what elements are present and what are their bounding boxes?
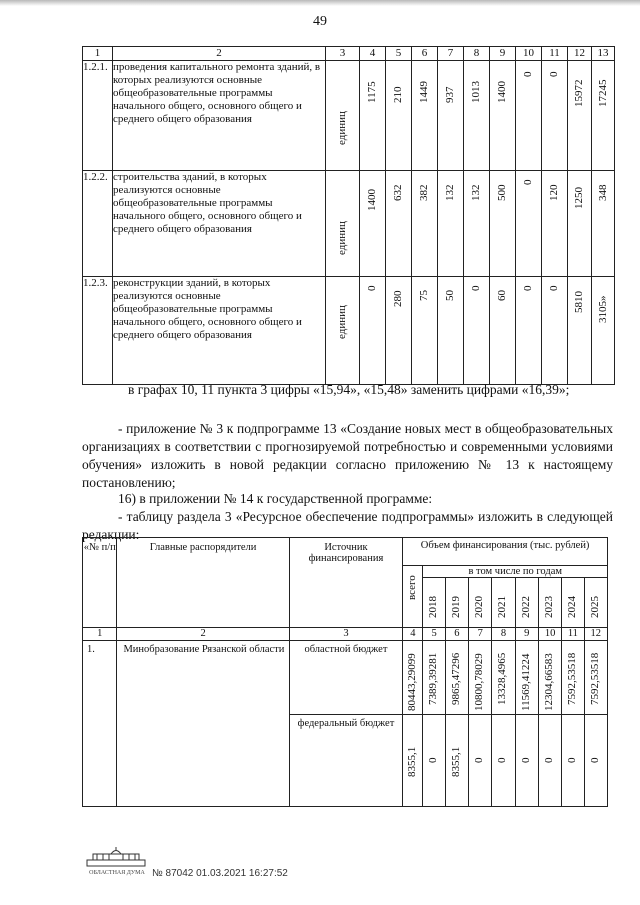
value-cell: 632 bbox=[392, 184, 404, 201]
col-num: 9 bbox=[490, 47, 516, 61]
col-num: 3 bbox=[326, 47, 360, 61]
table-row bbox=[83, 171, 615, 277]
paragraph-4: - таблицу раздела 3 «Ресурсное обеспечение подпрограммы» изложить в следующей редакции: bbox=[82, 509, 613, 542]
col-num: 8 bbox=[464, 47, 490, 61]
col-num: 10 bbox=[516, 47, 542, 61]
col-num: 12 bbox=[584, 628, 607, 641]
paragraph-2: - приложение № 3 к подпрограмме 13 «Создание новых мест в общеобразовательных организациях в соответствии с прогнозируемой потребностью и современными условиями обучения» изложить в новой редакции согласно приложению № 13 к настоящему постановлению; bbox=[82, 421, 613, 490]
year-header: 2023 bbox=[542, 596, 555, 618]
header-source: Источник финансирования bbox=[289, 538, 402, 628]
value-cell: 120 bbox=[548, 184, 560, 201]
value-cell: 132 bbox=[444, 184, 456, 201]
year-value: 12304,66583 bbox=[542, 653, 555, 711]
table-row bbox=[83, 277, 615, 385]
scan-edge bbox=[0, 0, 640, 6]
unit-label: единиц bbox=[336, 305, 348, 339]
funding-source: федеральный бюджет bbox=[289, 715, 402, 807]
header-num: «№ п/п bbox=[83, 538, 117, 628]
year-value: 10800,78029 bbox=[473, 653, 486, 711]
main-distributor: Минобразование Рязанской области bbox=[117, 641, 289, 807]
year-value: 0 bbox=[427, 757, 440, 763]
value-cell: 280 bbox=[392, 290, 404, 307]
year-header: 2025 bbox=[588, 596, 601, 618]
value-cell: 1400 bbox=[366, 189, 378, 211]
year-value: 0 bbox=[566, 757, 579, 763]
col-num: 1 bbox=[83, 628, 117, 641]
row-id: 1.2.2. bbox=[83, 171, 113, 277]
col-num: 9 bbox=[515, 628, 538, 641]
col-num: 2 bbox=[113, 47, 326, 61]
year-value: 0 bbox=[519, 757, 532, 763]
row-id: 1.2.1. bbox=[83, 61, 113, 171]
row-id: 1.2.3. bbox=[83, 277, 113, 385]
col-num: 4 bbox=[403, 628, 423, 641]
header-total: всего bbox=[406, 575, 419, 600]
col-num: 8 bbox=[492, 628, 515, 641]
value-cell: 500 bbox=[496, 184, 508, 201]
col-num: 5 bbox=[423, 628, 445, 641]
col-num: 2 bbox=[117, 628, 289, 641]
year-value: 7592,53518 bbox=[588, 652, 601, 705]
row-description: строительства зданий, в которых реализуются основные общеобразовательные программы начального общего, основного общего и среднего общего образования bbox=[113, 171, 326, 277]
year-value: 9865,47296 bbox=[449, 652, 462, 705]
duma-building-logo bbox=[85, 846, 147, 868]
value-cell: 348 bbox=[597, 184, 609, 201]
value-cell: 1400 bbox=[496, 81, 508, 103]
year-header: 2019 bbox=[449, 596, 462, 618]
value-cell: 3105» bbox=[597, 295, 609, 323]
table-header-row bbox=[83, 47, 615, 61]
year-value: 0 bbox=[473, 757, 486, 763]
col-num: 10 bbox=[538, 628, 561, 641]
total-value: 80443,29099 bbox=[406, 653, 419, 711]
value-cell: 0 bbox=[470, 285, 482, 291]
value-cell: 15972 bbox=[573, 79, 585, 107]
value-cell: 1449 bbox=[418, 81, 430, 103]
value-cell: 937 bbox=[444, 86, 456, 103]
col-num: 3 bbox=[289, 628, 402, 641]
page-number: 49 bbox=[313, 14, 327, 29]
value-cell: 0 bbox=[548, 285, 560, 291]
indicators-table bbox=[82, 46, 615, 385]
value-cell: 17245 bbox=[597, 79, 609, 107]
value-cell: 1250 bbox=[573, 187, 585, 209]
year-header: 2021 bbox=[496, 596, 509, 618]
unit-label: единиц bbox=[336, 221, 348, 255]
unit-label: единиц bbox=[336, 111, 348, 145]
header-volume: Объем финансирования (тыс. рублей) bbox=[403, 538, 608, 566]
year-value: 0 bbox=[496, 757, 509, 763]
year-value: 7389,39281 bbox=[427, 652, 440, 705]
value-cell: 1013 bbox=[470, 81, 482, 103]
col-num: 6 bbox=[412, 47, 438, 61]
value-cell: 0 bbox=[522, 179, 534, 185]
value-cell: 60 bbox=[496, 290, 508, 301]
document-footer: № 87042 01.03.2021 16:27:52 bbox=[152, 868, 288, 879]
col-num: 12 bbox=[568, 47, 592, 61]
col-num: 7 bbox=[438, 47, 464, 61]
col-num: 1 bbox=[83, 47, 113, 61]
header-years-group: в том числе по годам bbox=[423, 566, 608, 578]
year-header: 2018 bbox=[427, 596, 440, 618]
row-description: проведения капитального ремонта зданий, в которых реализуются основные общеобразовательные программы начального общего, основного общего и среднего общего образования bbox=[113, 61, 326, 171]
value-cell: 210 bbox=[392, 86, 404, 103]
col-num: 6 bbox=[445, 628, 468, 641]
value-cell: 132 bbox=[470, 184, 482, 201]
funding-table bbox=[82, 537, 608, 807]
table-row bbox=[83, 61, 615, 171]
value-cell: 1175 bbox=[366, 81, 378, 103]
funding-source: областной бюджет bbox=[289, 641, 402, 715]
year-header: 2024 bbox=[566, 596, 579, 618]
value-cell: 50 bbox=[444, 290, 456, 301]
year-value: 13328,4965 bbox=[496, 652, 509, 705]
header-main-distributors: Главные распорядители bbox=[117, 538, 289, 628]
col-num: 4 bbox=[360, 47, 386, 61]
table-row bbox=[83, 641, 608, 715]
year-value: 7592,53518 bbox=[566, 652, 579, 705]
value-cell: 75 bbox=[418, 290, 430, 301]
value-cell: 5810 bbox=[573, 291, 585, 313]
value-cell: 0 bbox=[522, 71, 534, 77]
col-num: 11 bbox=[542, 47, 568, 61]
year-header: 2020 bbox=[473, 596, 486, 618]
row-description: реконструкции зданий, в которых реализуются основные общеобразовательные программы начального общего, основного общего и среднего общего образования bbox=[113, 277, 326, 385]
year-value: 0 bbox=[542, 757, 555, 763]
paragraph-1: в графах 10, 11 пункта 3 цифры «15,94», «15,48» заменить цифрами «16,39»; bbox=[128, 382, 570, 397]
row-number: 1. bbox=[83, 641, 117, 807]
col-num: 7 bbox=[469, 628, 492, 641]
col-num: 11 bbox=[562, 628, 584, 641]
total-value: 8355,1 bbox=[406, 746, 419, 777]
col-num: 5 bbox=[386, 47, 412, 61]
col-num: 13 bbox=[592, 47, 615, 61]
paragraph-3: 16) в приложении № 14 к государственной программе: bbox=[118, 491, 433, 506]
value-cell: 0 bbox=[366, 285, 378, 291]
value-cell: 382 bbox=[418, 184, 430, 201]
value-cell: 0 bbox=[522, 285, 534, 291]
year-header: 2022 bbox=[519, 596, 532, 618]
year-value: 11569,41224 bbox=[519, 653, 532, 711]
value-cell: 0 bbox=[548, 71, 560, 77]
year-value: 8355,1 bbox=[449, 746, 462, 777]
year-value: 0 bbox=[588, 757, 601, 763]
stamp-caption: ОБЛАСТНАЯ ДУМА bbox=[89, 870, 145, 876]
